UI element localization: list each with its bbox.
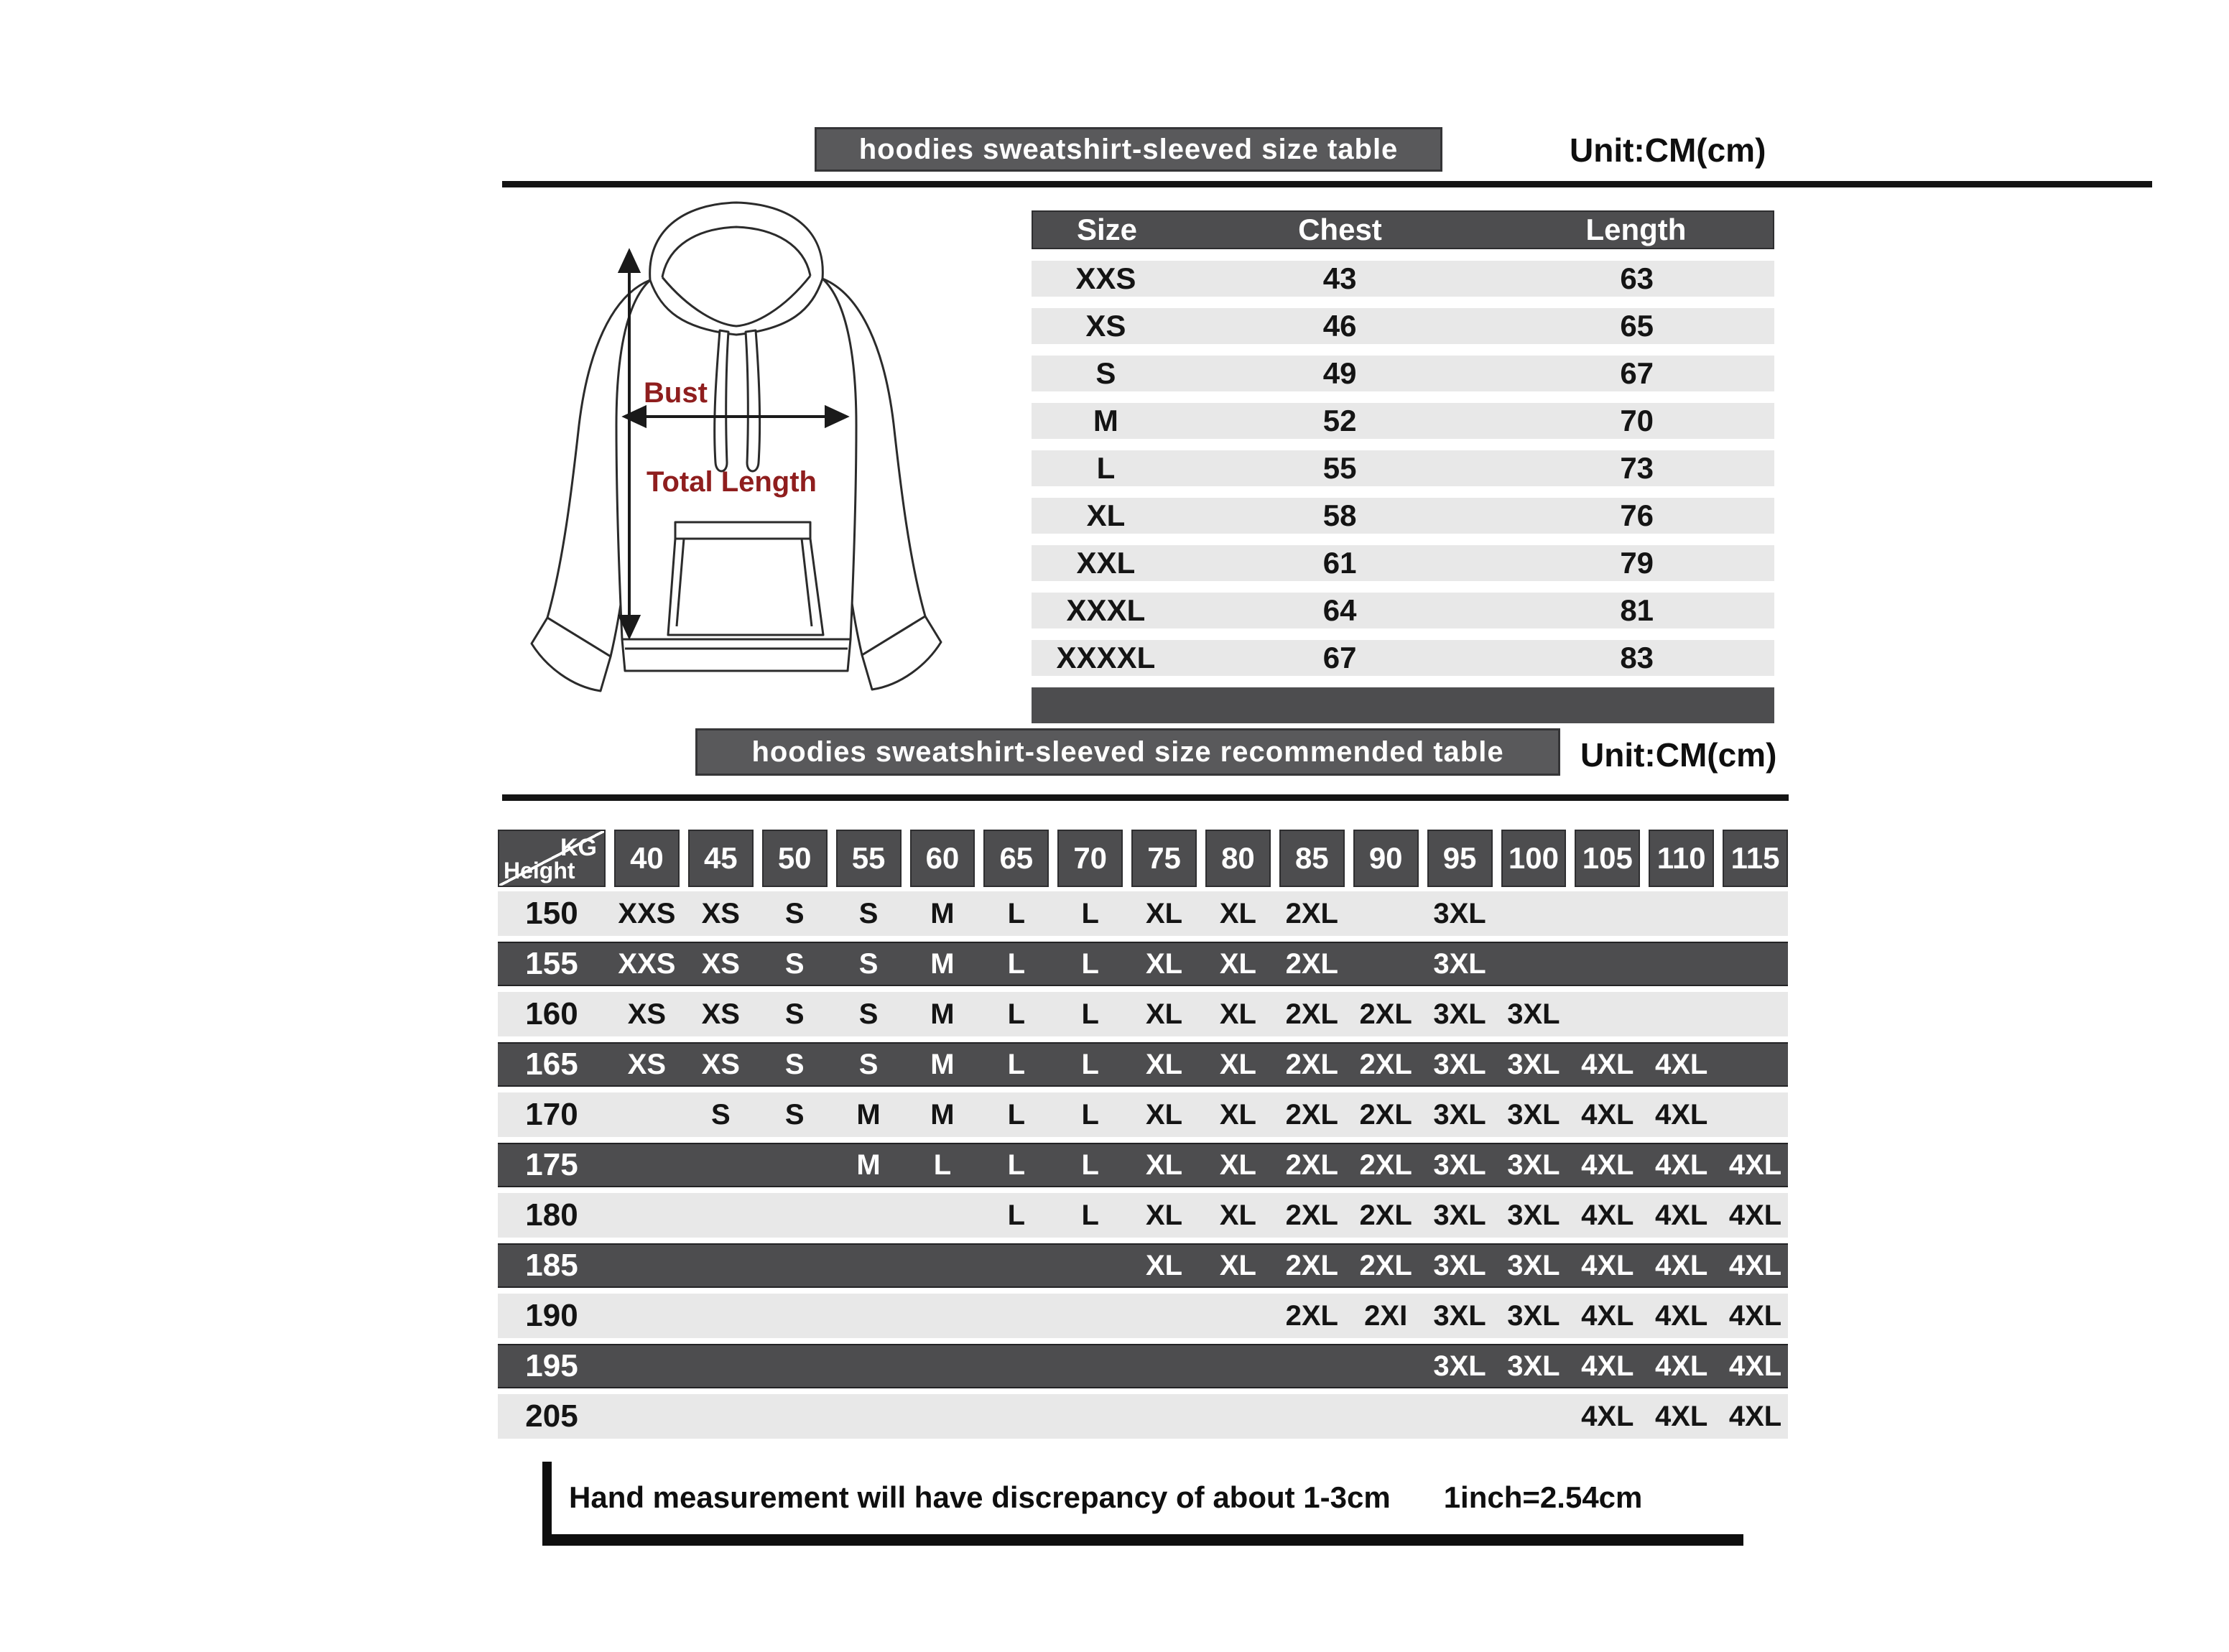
matrix-row — [498, 992, 1788, 1036]
height-label-cell: 160 — [525, 996, 578, 1031]
height-label-cell: 165 — [525, 1047, 578, 1082]
size-table-title-bar — [815, 127, 1442, 172]
size-recommendation-cell: S — [784, 947, 805, 980]
size-table-row — [1032, 640, 1774, 676]
size-recommendation-cell: 3XL — [1433, 1199, 1486, 1231]
chest-cell: 64 — [1322, 593, 1357, 627]
size-recommendation-cell: XL — [1146, 1249, 1183, 1281]
size-recommendation-cell: 2XI — [1364, 1299, 1408, 1332]
size-recommendation-cell: L — [1007, 947, 1026, 980]
size-recommendation-cell: 4XL — [1581, 1199, 1634, 1231]
size-recommendation-cell: M — [930, 897, 955, 929]
size-recommendation-cell: XL — [1146, 897, 1183, 929]
size-recommendation-cell: XL — [1219, 1048, 1256, 1080]
size-table-row — [1032, 356, 1774, 391]
size-recommendation-cell: 4XL — [1655, 1048, 1708, 1080]
size-table-bottom-bar — [1032, 687, 1774, 723]
size-recommendation-cell: 4XL — [1655, 1400, 1708, 1432]
size-recommendation-cell: L — [1007, 1199, 1026, 1231]
recommended-table-title: hoodies sweatshirt-sleeved size recommended table — [751, 735, 1504, 768]
size-recommendation-cell: 2XL — [1285, 947, 1338, 980]
matrix-row — [498, 942, 1788, 986]
size-recommendation-cell: 2XL — [1285, 1199, 1338, 1231]
size-table-row — [1032, 593, 1774, 628]
size-recommendation-cell: 4XL — [1728, 1148, 1782, 1181]
size-recommendation-cell: 4XL — [1581, 1249, 1634, 1281]
size-recommendation-cell: S — [858, 998, 879, 1030]
hoodie-measurement-diagram — [503, 188, 991, 720]
size-recommendation-cell: 4XL — [1581, 1350, 1634, 1382]
size-recommendation-cell: 3XL — [1507, 1199, 1560, 1231]
weight-header-cell: 110 — [1649, 830, 1714, 887]
height-label-cell: 195 — [525, 1348, 578, 1383]
size-recommendation-cell: 4XL — [1728, 1249, 1782, 1281]
size-cell: XXS — [1075, 261, 1136, 295]
size-recommendation-cell: L — [933, 1148, 952, 1181]
size-recommendation-cell: 4XL — [1728, 1199, 1782, 1231]
size-recommendation-cell: 3XL — [1507, 1098, 1560, 1131]
size-recommendation-cell: L — [1007, 998, 1026, 1030]
height-label-cell: 175 — [525, 1147, 578, 1182]
matrix-row — [498, 1193, 1788, 1238]
size-table-row — [1032, 450, 1774, 486]
size-recommendation-cell: 3XL — [1433, 1098, 1486, 1131]
weight-header-cell: 100 — [1501, 830, 1567, 887]
size-recommendation-cell: 4XL — [1581, 1400, 1634, 1432]
chest-cell: 55 — [1322, 451, 1357, 485]
size-recommendation-cell: 2XL — [1285, 897, 1338, 929]
matrix-row — [498, 1294, 1788, 1338]
matrix-rows — [498, 891, 1788, 1439]
size-recommendation-cell: 2XL — [1359, 998, 1412, 1030]
length-column-header: Length — [1585, 213, 1687, 246]
size-recommendation-cell: L — [1081, 998, 1099, 1030]
size-recommendation-cell: 3XL — [1433, 1299, 1486, 1332]
recommended-table-title-bar — [695, 728, 1560, 776]
size-recommendation-cell: S — [710, 1098, 731, 1131]
size-recommendation-cell: 4XL — [1655, 1299, 1708, 1332]
size-recommendation-cell: XL — [1219, 1199, 1256, 1231]
size-recommendation-cell: 3XL — [1507, 998, 1560, 1030]
length-cell: 83 — [1620, 641, 1654, 674]
matrix-row — [498, 1344, 1788, 1388]
corner-kg-label: KG — [560, 834, 597, 861]
length-cell: 81 — [1620, 593, 1654, 627]
weight-header-cell: 55 — [836, 830, 902, 887]
matrix-row — [498, 1092, 1788, 1137]
size-recommendation-cell: 3XL — [1507, 1350, 1560, 1382]
chest-cell: 49 — [1322, 356, 1357, 390]
size-recommendation-cell: L — [1081, 947, 1099, 980]
size-recommendation-cell: XL — [1146, 1199, 1183, 1231]
weight-header-cell: 95 — [1427, 830, 1493, 887]
matrix-row — [498, 891, 1788, 936]
length-cell: 65 — [1620, 309, 1654, 343]
size-recommendation-cell: XL — [1146, 1148, 1183, 1181]
matrix-row — [498, 1143, 1788, 1187]
matrix-row — [498, 1394, 1788, 1439]
size-recommendation-cell: XS — [701, 998, 740, 1030]
size-recommendation-cell: XS — [701, 1048, 740, 1080]
size-recommendation-cell: 4XL — [1728, 1400, 1782, 1432]
size-recommendation-cell: L — [1007, 1048, 1026, 1080]
height-label-cell: 150 — [525, 896, 578, 931]
size-recommendation-cell: 2XL — [1285, 1098, 1338, 1131]
size-recommendation-cell: 4XL — [1581, 1299, 1634, 1332]
size-recommendation-cell: 4XL — [1655, 1199, 1708, 1231]
chest-cell: 43 — [1322, 261, 1357, 295]
size-recommendation-cell: L — [1081, 1098, 1099, 1131]
size-recommendation-cell: S — [784, 998, 805, 1030]
size-recommendation-cell: 4XL — [1655, 1249, 1708, 1281]
size-recommendation-cell: M — [856, 1098, 881, 1131]
size-recommendation-cell: 3XL — [1507, 1048, 1560, 1080]
size-recommendation-cell: XS — [701, 897, 740, 929]
weight-header-cell: 70 — [1057, 830, 1123, 887]
weight-header-row — [498, 830, 1788, 887]
size-recommendation-cell: 2XL — [1359, 1098, 1412, 1131]
size-recommendation-cell: XL — [1146, 1098, 1183, 1131]
size-recommendation-cell: 4XL — [1581, 1148, 1634, 1181]
matrix-row — [498, 1042, 1788, 1087]
size-recommendation-cell: 2XL — [1359, 1048, 1412, 1080]
size-recommendation-cell: XS — [627, 1048, 667, 1080]
size-recommendation-cell: 3XL — [1433, 1350, 1486, 1382]
weight-header-cell: 105 — [1575, 830, 1640, 887]
size-recommendation-cell: 3XL — [1507, 1249, 1560, 1281]
size-recommendation-cell: XL — [1219, 1098, 1256, 1131]
hoodie-drawstring-right — [746, 330, 760, 471]
size-table-row — [1032, 498, 1774, 534]
size-recommendation-cell: 2XL — [1285, 1299, 1338, 1332]
footer-left-bar — [542, 1462, 552, 1536]
size-table — [1032, 210, 1774, 723]
size-table-row — [1032, 545, 1774, 581]
size-recommendation-cell: L — [1081, 897, 1099, 929]
size-table-title: hoodies sweatshirt-sleeved size table — [858, 133, 1399, 165]
size-cell: XXL — [1076, 546, 1136, 580]
size-table-row — [1032, 261, 1774, 297]
length-cell: 70 — [1620, 404, 1654, 437]
chest-cell: 52 — [1322, 404, 1357, 437]
size-table-row — [1032, 308, 1774, 344]
height-label-cell: 205 — [525, 1398, 578, 1434]
size-recommendation-cell: 3XL — [1433, 998, 1486, 1030]
size-recommendation-cell: M — [930, 998, 955, 1030]
size-recommendation-cell: 3XL — [1507, 1299, 1560, 1332]
length-cell: 76 — [1620, 498, 1654, 532]
length-cell: 63 — [1620, 261, 1654, 295]
size-recommendation-cell: 3XL — [1433, 1048, 1486, 1080]
size-recommendation-cell: 4XL — [1728, 1299, 1782, 1332]
footer-underline-bar — [542, 1534, 1743, 1546]
size-recommendation-cell: 4XL — [1581, 1048, 1634, 1080]
size-recommendation-cell: M — [930, 1048, 955, 1080]
size-recommendation-cell: L — [1081, 1048, 1099, 1080]
chest-column-header: Chest — [1298, 213, 1382, 246]
chest-cell: 46 — [1322, 309, 1357, 343]
hoodie-hood — [650, 203, 823, 335]
size-recommendation-cell: S — [858, 947, 879, 980]
size-recommendation-cell: 2XL — [1359, 1249, 1412, 1281]
size-cell: XS — [1085, 309, 1126, 343]
size-recommendation-cell: 2XL — [1285, 1249, 1338, 1281]
separator-line-middle — [502, 794, 1789, 801]
size-cell: L — [1096, 451, 1116, 485]
recommended-table — [498, 830, 1788, 1444]
size-recommendation-cell: L — [1081, 1199, 1099, 1231]
size-recommendation-cell: XS — [627, 998, 667, 1030]
size-recommendation-cell: M — [856, 1148, 881, 1181]
size-recommendation-cell: 4XL — [1728, 1350, 1782, 1382]
corner-height-label: Height — [504, 858, 575, 883]
size-recommendation-cell: XXS — [618, 897, 676, 929]
length-cell: 67 — [1620, 356, 1654, 390]
height-label-cell: 180 — [525, 1197, 578, 1233]
height-label-cell: 170 — [525, 1097, 578, 1132]
separator-line-top — [502, 181, 2152, 187]
size-recommendation-cell: XXS — [618, 947, 676, 980]
size-recommendation-cell: S — [858, 1048, 879, 1080]
bust-label: Bust — [644, 377, 708, 409]
size-recommendation-cell: XL — [1219, 1148, 1256, 1181]
size-table-header — [1032, 210, 1774, 249]
size-recommendation-cell: 4XL — [1655, 1098, 1708, 1131]
hoodie-line-art — [503, 188, 991, 720]
chest-cell: 61 — [1322, 546, 1357, 580]
size-recommendation-cell: 2XL — [1285, 1048, 1338, 1080]
size-recommendation-cell: XL — [1146, 1048, 1183, 1080]
size-recommendation-cell: L — [1007, 897, 1026, 929]
size-recommendation-cell: 3XL — [1433, 1249, 1486, 1281]
size-recommendation-cell: 3XL — [1433, 1148, 1486, 1181]
weight-header-cell: 85 — [1279, 830, 1345, 887]
size-recommendation-cell: S — [784, 1098, 805, 1131]
hoodie-pocket-band — [675, 522, 810, 539]
height-label-cell: 155 — [525, 946, 578, 981]
size-recommendation-cell: M — [930, 1098, 955, 1131]
chest-cell: 67 — [1322, 641, 1357, 674]
size-recommendation-cell: 2XL — [1285, 998, 1338, 1030]
length-cell: 79 — [1620, 546, 1654, 580]
weight-header-cell: 65 — [983, 830, 1049, 887]
size-recommendation-cell: XL — [1219, 998, 1256, 1030]
size-table-row — [1032, 403, 1774, 439]
size-recommendation-cell: 4XL — [1655, 1148, 1708, 1181]
size-recommendation-cell: L — [1007, 1148, 1026, 1181]
size-recommendation-cell: S — [858, 897, 879, 929]
total-length-label: Total Length — [647, 466, 817, 498]
size-recommendation-cell: 3XL — [1507, 1148, 1560, 1181]
weight-header-cell: 40 — [614, 830, 680, 887]
footer-note: Hand measurement will have discrepancy of about 1-3cm — [569, 1480, 1391, 1514]
size-recommendation-cell: S — [784, 1048, 805, 1080]
weight-header-cell: 75 — [1131, 830, 1197, 887]
size-recommendation-cell: L — [1007, 1098, 1026, 1131]
size-recommendation-cell: 3XL — [1433, 947, 1486, 980]
size-cell: S — [1095, 356, 1116, 390]
size-recommendation-cell: S — [784, 897, 805, 929]
size-recommendation-cell: 2XL — [1285, 1148, 1338, 1181]
height-label-cell: 190 — [525, 1298, 578, 1333]
weight-header-cell: 80 — [1205, 830, 1271, 887]
size-recommendation-cell: XL — [1219, 897, 1256, 929]
size-recommendation-cell: 4XL — [1581, 1098, 1634, 1131]
size-cell: XXXL — [1066, 593, 1146, 627]
weight-header-cell: 60 — [910, 830, 976, 887]
size-recommendation-cell: XL — [1146, 998, 1183, 1030]
weight-header-cell: 90 — [1353, 830, 1419, 887]
size-recommendation-cell: L — [1081, 1148, 1099, 1181]
recommended-table-unit: Unit:CM(cm) — [1580, 736, 1777, 774]
size-cell: XL — [1086, 498, 1126, 532]
size-recommendation-cell: 3XL — [1433, 897, 1486, 929]
size-recommendation-cell: XL — [1219, 1249, 1256, 1281]
size-recommendation-cell: 4XL — [1655, 1350, 1708, 1382]
height-label-cell: 185 — [525, 1248, 578, 1283]
hoodie-hem — [622, 639, 851, 671]
size-column-header: Size — [1076, 213, 1138, 246]
weight-header-cell: 50 — [762, 830, 828, 887]
footer-conversion: 1inch=2.54cm — [1443, 1480, 1643, 1514]
size-cell: XXXXL — [1056, 641, 1156, 674]
size-cell: M — [1093, 404, 1118, 437]
length-cell: 73 — [1620, 451, 1654, 485]
size-recommendation-cell: 2XL — [1359, 1148, 1412, 1181]
chest-cell: 58 — [1322, 498, 1357, 532]
size-table-unit: Unit:CM(cm) — [1570, 131, 1766, 169]
matrix-row — [498, 1243, 1788, 1288]
weight-header-cell: 45 — [688, 830, 754, 887]
weight-header-cell: 115 — [1723, 830, 1788, 887]
kg-height-corner-cell — [498, 830, 606, 887]
size-recommendation-cell: XL — [1219, 947, 1256, 980]
size-recommendation-cell: XS — [701, 947, 740, 980]
hoodie-pocket — [668, 539, 823, 635]
size-table-rows — [1032, 261, 1774, 676]
size-recommendation-cell: XL — [1146, 947, 1183, 980]
size-recommendation-cell: M — [930, 947, 955, 980]
footer-note-row — [569, 1469, 1642, 1526]
size-recommendation-cell: 2XL — [1359, 1199, 1412, 1231]
